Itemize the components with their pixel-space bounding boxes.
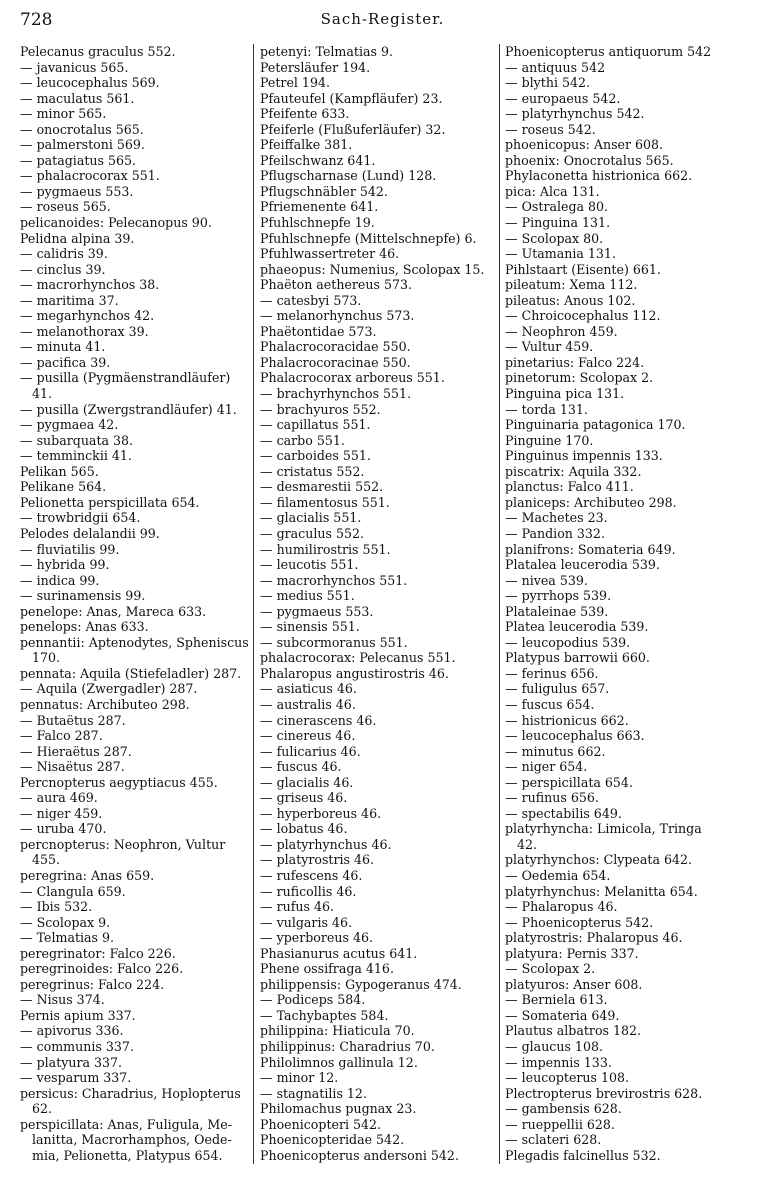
index-entry: Plataleinae 539. bbox=[505, 603, 609, 619]
index-entry: Philolimnos gallinula 12. bbox=[260, 1054, 418, 1070]
index-column-2 bbox=[260, 44, 500, 1163]
index-entry: — niger 459. bbox=[20, 805, 103, 821]
index-entry: Platalea leucerodia 539. bbox=[505, 557, 660, 573]
index-entry: — fulicarius 46. bbox=[260, 743, 361, 759]
index-entry: — carbo 551. bbox=[260, 432, 345, 448]
index-entry: — minuta 41. bbox=[20, 339, 106, 355]
index-entry: — lobatus 46. bbox=[260, 821, 348, 837]
index-entry: Phalacrocorax arboreus 551. bbox=[260, 370, 445, 386]
index-entry: — onocrotalus 565. bbox=[20, 121, 144, 137]
index-entry: Phalacrocoracidae 550. bbox=[260, 339, 411, 355]
index-column-3 bbox=[505, 44, 757, 1163]
index-entry: phoenicopus: Anser 608. bbox=[505, 137, 664, 153]
index-entry: — pyrrhops 539. bbox=[505, 588, 612, 604]
index-entry: — Scolopax 2. bbox=[505, 961, 596, 977]
index-entry: peregrinator: Falco 226. bbox=[20, 945, 176, 961]
index-entry: 455. bbox=[20, 852, 61, 868]
index-entry: — Berniela 613. bbox=[505, 992, 608, 1008]
index-entry: 42. bbox=[505, 836, 538, 852]
index-entry: Platypus barrowii 660. bbox=[505, 650, 650, 666]
index-entry: petenyi: Telmatias 9. bbox=[260, 44, 393, 59]
index-entry: pennantii: Aptenodytes, Spheniscus bbox=[20, 634, 249, 650]
running-title: Sach-Register. bbox=[320, 10, 445, 28]
index-entry: — glacialis 46. bbox=[260, 774, 354, 790]
index-entry: Pfeiffalke 381. bbox=[260, 137, 353, 153]
index-entry: piscatrix: Aquila 332. bbox=[505, 463, 642, 479]
index-entry: penelops: Anas 633. bbox=[20, 619, 149, 635]
index-entry: — platyrhynchus 542. bbox=[505, 106, 645, 122]
index-entry: — pacifica 39. bbox=[20, 354, 111, 370]
index-entry: — Tachybaptes 584. bbox=[260, 1007, 389, 1023]
index-entry: — desmarestii 552. bbox=[260, 479, 384, 495]
index-entry: Phoenicopteridae 542. bbox=[260, 1132, 405, 1148]
index-entry: — megarhynchos 42. bbox=[20, 308, 155, 324]
index-entry: — leucotis 551. bbox=[260, 557, 359, 573]
index-entry: — fuscus 46. bbox=[260, 759, 342, 775]
index-entry: — Phoenicopterus 542. bbox=[505, 914, 654, 930]
index-entry: Pinguinaria patagonica 170. bbox=[505, 417, 686, 433]
index-entry: — macrorhynchos 38. bbox=[20, 277, 160, 293]
index-entry: — Scolopax 9. bbox=[20, 914, 111, 930]
index-entry: — leucopodius 539. bbox=[505, 634, 631, 650]
index-entry: — Machetes 23. bbox=[505, 510, 608, 526]
index-entry: — roseus 565. bbox=[20, 199, 111, 215]
index-entry: — capillatus 551. bbox=[260, 417, 371, 433]
index-entry: — griseus 46. bbox=[260, 790, 348, 806]
index-entry: peregrina: Anas 659. bbox=[20, 867, 155, 883]
index-entry: — leucopterus 108. bbox=[505, 1070, 630, 1086]
index-entry: planctus: Falco 411. bbox=[505, 479, 634, 495]
index-entry: — platyura 337. bbox=[20, 1054, 123, 1070]
index-entry: Pfuhlschnepfe 19. bbox=[260, 215, 375, 231]
index-entry: persicus: Charadrius, Hoplopterus bbox=[20, 1085, 241, 1101]
index-entry: Pelikane 564. bbox=[20, 479, 107, 495]
index-entry: Pfeilschwanz 641. bbox=[260, 152, 376, 168]
index-entry: — australis 46. bbox=[260, 696, 356, 712]
index-entry: — catesbyi 573. bbox=[260, 292, 362, 308]
index-entry: philippinus: Charadrius 70. bbox=[260, 1039, 435, 1054]
index-entry: — minor 565. bbox=[20, 106, 107, 122]
index-entry: — Pinguina 131. bbox=[505, 215, 611, 231]
index-entry: — Ibis 532. bbox=[20, 899, 93, 915]
index-entry: — cinerascens 46. bbox=[260, 712, 377, 728]
index-entry: Pfeifente 633. bbox=[260, 106, 350, 122]
index-entry: perspicillata: Anas, Fuligula, Me- bbox=[20, 1116, 232, 1132]
index-entry: — rufus 46. bbox=[260, 899, 334, 915]
index-entry: — Aquila (Zwergadler) 287. bbox=[20, 681, 198, 697]
index-entry: — asiaticus 46. bbox=[260, 681, 357, 697]
index-entry: Pelionetta perspicillata 654. bbox=[20, 494, 200, 510]
index-entry: — Ostralega 80. bbox=[505, 199, 609, 215]
index-entry: pileatum: Xema 112. bbox=[505, 277, 638, 293]
index-entry: pelicanoides: Pelecanopus 90. bbox=[20, 215, 212, 231]
index-entry: — cinereus 46. bbox=[260, 728, 356, 744]
index-entry: philippensis: Gypogeranus 474. bbox=[260, 976, 462, 992]
index-entry: — spectabilis 649. bbox=[505, 805, 622, 821]
index-entry: penelope: Anas, Mareca 633. bbox=[20, 603, 207, 619]
index-entry: platyrhynchos: Clypeata 642. bbox=[505, 852, 692, 868]
index-entry: — europaeus 542. bbox=[505, 90, 621, 106]
index-entry: — platyrostris 46. bbox=[260, 852, 375, 868]
index-entry: Phoenicopterus antiquorum 542 bbox=[505, 44, 712, 59]
index-entry: — graculus 552. bbox=[260, 525, 364, 541]
index-entry: — pygmaeus 553. bbox=[260, 603, 374, 619]
index-entry: lanitta, Macrorhamphos, Oede- bbox=[20, 1132, 232, 1148]
index-entry: Pelidna alpina 39. bbox=[20, 230, 135, 246]
index-entry: peregrinus: Falco 224. bbox=[20, 976, 165, 992]
index-entry: Phalaropus angustirostris 46. bbox=[260, 665, 449, 681]
index-entry: — medius 551. bbox=[260, 588, 355, 604]
index-entry: Phoenicopteri 542. bbox=[260, 1116, 382, 1132]
index-entry: Petersläufer 194. bbox=[260, 59, 371, 75]
index-entry: — Podiceps 584. bbox=[260, 992, 366, 1008]
index-entry: Plectropterus brevirostris 628. bbox=[505, 1085, 703, 1101]
index-entry: 41. bbox=[20, 386, 53, 402]
index-entry: — roseus 542. bbox=[505, 121, 596, 137]
index-entry: Pelikan 565. bbox=[20, 463, 99, 479]
index-entry: — rueppellii 628. bbox=[505, 1116, 615, 1132]
index-entry: 170. bbox=[20, 650, 61, 666]
index-entry: pileatus: Anous 102. bbox=[505, 292, 636, 308]
index-entry: — brachyuros 552. bbox=[260, 401, 381, 417]
index-entry: — carboides 551. bbox=[260, 448, 371, 464]
index-entry: — stagnatilis 12. bbox=[260, 1085, 367, 1101]
index-entry: — melanothorax 39. bbox=[20, 323, 149, 339]
index-entry: — surinamensis 99. bbox=[20, 588, 146, 604]
index-entry: mia, Pelionetta, Platypus 654. bbox=[20, 1147, 223, 1163]
index-entry: pinetarius: Falco 224. bbox=[505, 354, 645, 370]
index-entry: — Scolopax 80. bbox=[505, 230, 604, 246]
index-entry: — nivea 539. bbox=[505, 572, 588, 588]
index-column-1 bbox=[20, 44, 252, 1163]
index-entry: — leucocephalus 663. bbox=[505, 728, 645, 744]
index-entry: — vesparum 337. bbox=[20, 1070, 132, 1086]
index-entry: — fluviatilis 99. bbox=[20, 541, 120, 557]
index-entry: Pinguina pica 131. bbox=[505, 386, 625, 402]
index-entry: — glacialis 551. bbox=[260, 510, 362, 526]
index-entry: — calidris 39. bbox=[20, 246, 108, 262]
index-entry: Pelodes delalandii 99. bbox=[20, 525, 160, 541]
index-entry: philippina: Hiaticula 70. bbox=[260, 1023, 415, 1039]
index-entry: percnopterus: Neophron, Vultur bbox=[20, 836, 226, 852]
index-entry: Pflugschnäbler 542. bbox=[260, 183, 388, 199]
index-entry: — pygmaeus 553. bbox=[20, 183, 134, 199]
index-entry: Plegadis falcinellus 532. bbox=[505, 1147, 661, 1163]
index-entry: Plautus albatros 182. bbox=[505, 1023, 642, 1039]
index-entry: — Nisaëtus 287. bbox=[20, 759, 125, 775]
index-entry: — humilirostris 551. bbox=[260, 541, 391, 557]
index-entry: — temminckii 41. bbox=[20, 448, 132, 464]
index-entry: platyrhynchus: Melanitta 654. bbox=[505, 883, 698, 899]
index-entry: — indica 99. bbox=[20, 572, 100, 588]
index-entry: — maritima 37. bbox=[20, 292, 119, 308]
index-entry: — phalacrocorax 551. bbox=[20, 168, 160, 184]
index-entry: — brachyrhynchos 551. bbox=[260, 386, 412, 402]
index-entry: — Neophron 459. bbox=[505, 323, 618, 339]
index-entry: — uruba 470. bbox=[20, 821, 107, 837]
index-entry: peregrinoides: Falco 226. bbox=[20, 961, 184, 977]
index-entry: — rufinus 656. bbox=[505, 790, 599, 806]
index-entry: — subcormoranus 551. bbox=[260, 634, 408, 650]
index-entry: — torda 131. bbox=[505, 401, 588, 417]
index-entry: Phalacrocoracinae 550. bbox=[260, 354, 411, 370]
index-entry: Phasianurus acutus 641. bbox=[260, 945, 418, 961]
index-entry: phalacrocorax: Pelecanus 551. bbox=[260, 650, 456, 666]
index-entry: platyrostris: Phalaropus 46. bbox=[505, 930, 683, 946]
index-entry: — fuscus 654. bbox=[505, 696, 595, 712]
index-entry: — ferinus 656. bbox=[505, 665, 599, 681]
index-entry: Phaëtontidae 573. bbox=[260, 323, 377, 339]
index-entry: — Chroicocephalus 112. bbox=[505, 308, 661, 324]
index-entry: Philomachus pugnax 23. bbox=[260, 1101, 417, 1117]
index-entry: — minor 12. bbox=[260, 1070, 339, 1086]
index-entry: — cristatus 552. bbox=[260, 463, 365, 479]
index-entry: Pihlstaart (Eisente) 661. bbox=[505, 261, 661, 277]
index-entry: — Phalaropus 46. bbox=[505, 899, 618, 915]
index-entry: — subarquata 38. bbox=[20, 432, 134, 448]
index-entry: — cinclus 39. bbox=[20, 261, 106, 277]
index-entry: Pernis apium 337. bbox=[20, 1007, 136, 1023]
index-entry: — ruficollis 46. bbox=[260, 883, 357, 899]
index-entry: Pinguinus impennis 133. bbox=[505, 448, 663, 464]
index-entry: — Vultur 459. bbox=[505, 339, 594, 355]
index-entry: — Hieraëtus 287. bbox=[20, 743, 132, 759]
index-entry: Pfriemenente 641. bbox=[260, 199, 379, 215]
index-entry: Phoenicopterus andersoni 542. bbox=[260, 1147, 459, 1163]
column-divider bbox=[499, 44, 500, 1164]
index-entry: — Pandion 332. bbox=[505, 525, 605, 541]
page-number: 728 bbox=[20, 10, 53, 30]
index-entry: — pusilla (Pygmäenstrandläufer) bbox=[20, 370, 231, 386]
index-entry: — Butaëtus 287. bbox=[20, 712, 126, 728]
index-entry: Pfeiferle (Flußuferläufer) 32. bbox=[260, 121, 446, 137]
index-entry: — vulgaris 46. bbox=[260, 914, 352, 930]
index-entry: — javanicus 565. bbox=[20, 59, 129, 75]
index-entry: — gambensis 628. bbox=[505, 1101, 622, 1117]
index-entry: — antiquus 542 bbox=[505, 59, 606, 75]
index-entry: — fuligulus 657. bbox=[505, 681, 610, 697]
index-entry: Pinguine 170. bbox=[505, 432, 594, 448]
index-entry: — sinensis 551. bbox=[260, 619, 360, 635]
index-entry: Pfuhlwassertreter 46. bbox=[260, 246, 400, 262]
index-entry: — platyrhynchus 46. bbox=[260, 836, 392, 852]
index-entry: planifrons: Somateria 649. bbox=[505, 541, 676, 557]
index-entry: Pelecanus graculus 552. bbox=[20, 44, 176, 59]
index-entry: — rufescens 46. bbox=[260, 867, 363, 883]
index-entry: — impennis 133. bbox=[505, 1054, 612, 1070]
index-entry: — perspicillata 654. bbox=[505, 774, 633, 790]
index-entry: — aura 469. bbox=[20, 790, 98, 806]
index-entry: — patagiatus 565. bbox=[20, 152, 137, 168]
index-entry: — leucocephalus 569. bbox=[20, 75, 160, 91]
index-entry: — trowbridgii 654. bbox=[20, 510, 141, 526]
index-entry: pennatus: Archibuteo 298. bbox=[20, 696, 190, 712]
index-entry: Phene ossifraga 416. bbox=[260, 961, 394, 977]
index-entry: Platea leucerodia 539. bbox=[505, 619, 649, 635]
index-entry: — hybrida 99. bbox=[20, 557, 110, 573]
index-entry: Petrel 194. bbox=[260, 75, 330, 91]
index-entry: Pflugscharnase (Lund) 128. bbox=[260, 168, 437, 184]
index-entry: Pfuhlschnepfe (Mittelschnepfe) 6. bbox=[260, 230, 477, 246]
index-entry: Percnopterus aegyptiacus 455. bbox=[20, 774, 218, 790]
index-entry: — minutus 662. bbox=[505, 743, 606, 759]
index-entry: — maculatus 561. bbox=[20, 90, 135, 106]
index-entry: pica: Alca 131. bbox=[505, 183, 600, 199]
index-entry: Pfauteufel (Kampfläufer) 23. bbox=[260, 90, 443, 106]
index-entry: Phaëton aethereus 573. bbox=[260, 277, 412, 293]
index-entry: — blythi 542. bbox=[505, 75, 591, 91]
index-entry: — histrionicus 662. bbox=[505, 712, 629, 728]
index-entry: platyura: Pernis 337. bbox=[505, 945, 639, 961]
index-entry: pinetorum: Scolopax 2. bbox=[505, 370, 654, 386]
index-entry: pennata: Aquila (Stiefeladler) 287. bbox=[20, 665, 242, 681]
index-entry: platyrhyncha: Limicola, Tringa bbox=[505, 821, 702, 837]
index-entry: — niger 654. bbox=[505, 759, 588, 775]
index-entry: platyuros: Anser 608. bbox=[505, 976, 643, 992]
index-entry: — melanorhynchus 573. bbox=[260, 308, 415, 324]
index-entry: — pusilla (Zwergstrandläufer) 41. bbox=[20, 401, 237, 417]
index-entry: 62. bbox=[20, 1101, 53, 1117]
index-entry: — Utamania 131. bbox=[505, 246, 616, 262]
index-entry: — hyperboreus 46. bbox=[260, 805, 382, 821]
index-entry: — Telmatias 9. bbox=[20, 930, 115, 946]
index-entry: — Nisus 374. bbox=[20, 992, 105, 1008]
index-entry: — Oedemia 654. bbox=[505, 867, 611, 883]
index-entry: — communis 337. bbox=[20, 1039, 134, 1054]
index-entry: — yperboreus 46. bbox=[260, 930, 373, 946]
index-entry: — filamentosus 551. bbox=[260, 494, 390, 510]
index-entry: — pygmaea 42. bbox=[20, 417, 119, 433]
index-entry: — Clangula 659. bbox=[20, 883, 126, 899]
index-entry: — sclateri 628. bbox=[505, 1132, 602, 1148]
index-entry: phoenix: Onocrotalus 565. bbox=[505, 152, 674, 168]
index-entry: — glaucus 108. bbox=[505, 1039, 603, 1054]
index-entry: planiceps: Archibuteo 298. bbox=[505, 494, 677, 510]
index-entry: Phylaconetta histrionica 662. bbox=[505, 168, 693, 184]
index-entry: phaeopus: Numenius, Scolopax 15. bbox=[260, 261, 485, 277]
index-entry: — apivorus 336. bbox=[20, 1023, 124, 1039]
index-entry: — macrorhynchos 551. bbox=[260, 572, 408, 588]
index-entry: — Falco 287. bbox=[20, 728, 103, 744]
index-entry: — palmerstoni 569. bbox=[20, 137, 145, 153]
column-divider bbox=[253, 44, 254, 1164]
index-entry: — Somateria 649. bbox=[505, 1007, 620, 1023]
